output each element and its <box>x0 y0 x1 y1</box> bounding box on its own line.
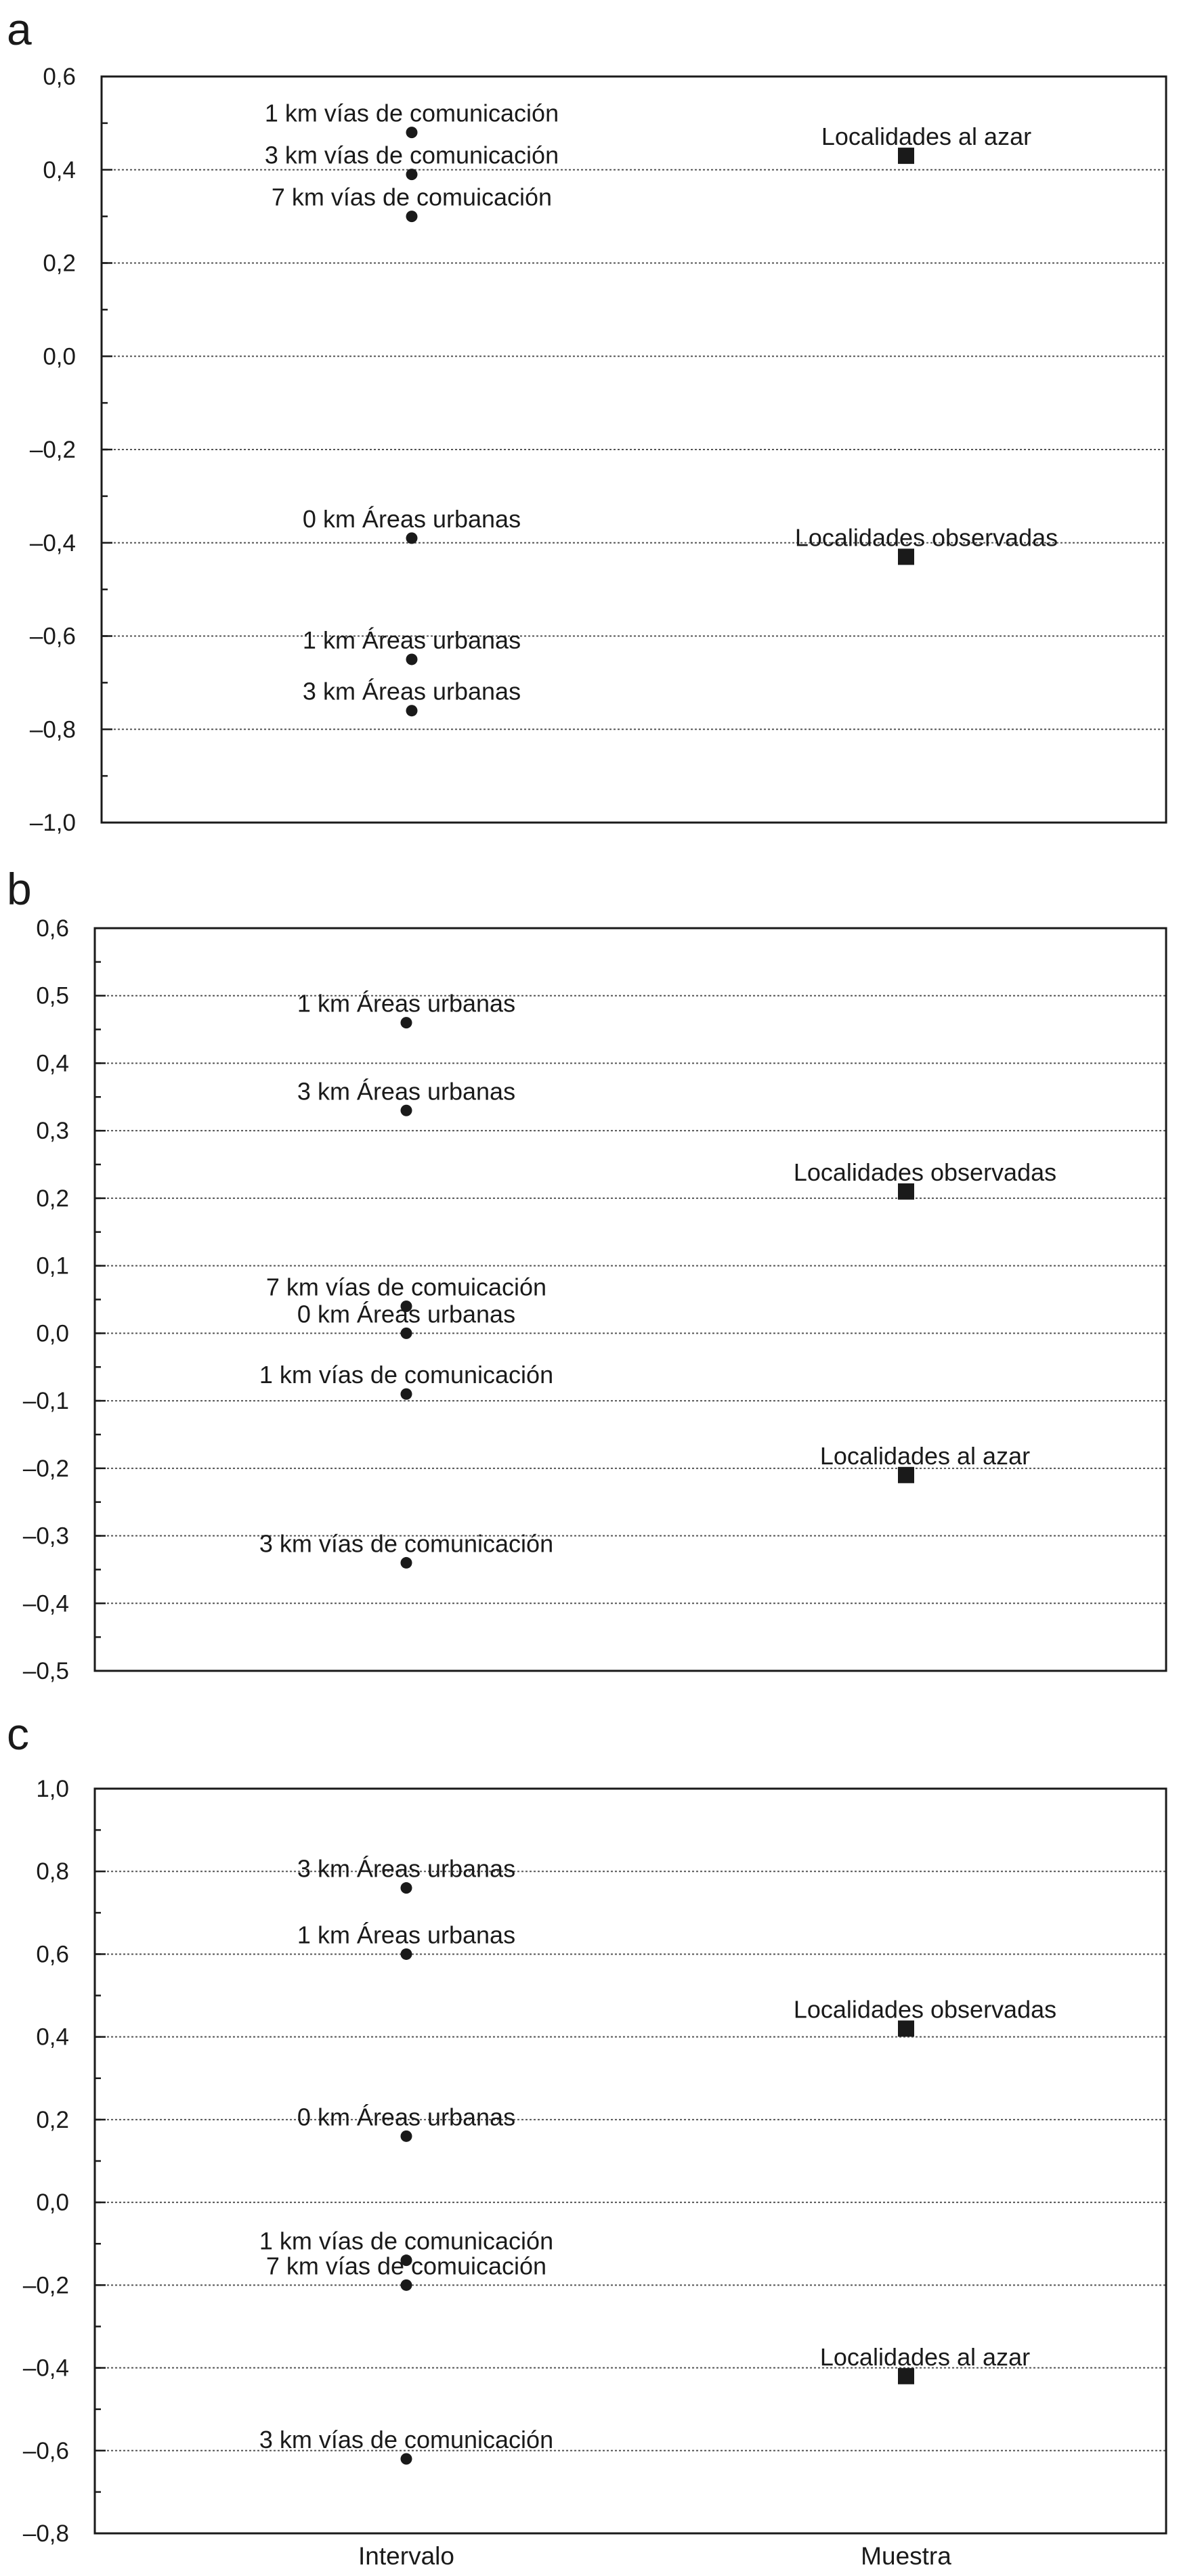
point-label: 3 km Áreas urbanas <box>302 677 521 705</box>
y-tick-label: 0,0 <box>43 343 76 370</box>
y-tick-label: 0,4 <box>36 2024 69 2051</box>
y-tick-label: 0,6 <box>36 1941 69 1968</box>
point-label: 0 km Áreas urbanas <box>297 2103 516 2131</box>
y-tick-label: –0,2 <box>29 437 76 463</box>
point-label: 1 km Áreas urbanas <box>297 989 516 1018</box>
point-label: 7 km vías de comuicación <box>265 2252 547 2280</box>
y-tick-label: –0,8 <box>22 2520 69 2547</box>
point-label: 0 km Áreas urbanas <box>297 1300 516 1328</box>
circle-marker <box>401 2279 412 2291</box>
y-tick-label: –0,2 <box>22 2272 69 2299</box>
y-tick-label: –0,3 <box>22 1523 69 1550</box>
y-tick-label: 0,0 <box>36 1320 69 1347</box>
point-label: 1 km Áreas urbanas <box>297 1921 516 1949</box>
panel-letter-b: b <box>7 864 32 914</box>
point-label: 7 km vías de comuicación <box>265 1273 547 1301</box>
point-label: Localidades al azar <box>821 123 1032 151</box>
y-tick-label: 0,0 <box>36 2189 69 2217</box>
point-label: Localidades al azar <box>819 2342 1031 2371</box>
y-tick-label: –0,4 <box>22 2355 69 2382</box>
panel-b <box>7 864 1166 1684</box>
y-tick-label: –0,6 <box>22 2437 69 2464</box>
y-tick-label: –0,5 <box>22 1658 69 1684</box>
circle-marker <box>401 1105 412 1116</box>
y-tick-label: 0,2 <box>36 1185 69 1212</box>
circle-marker <box>401 1948 412 1960</box>
circle-marker <box>401 1882 412 1894</box>
x-category-label: Intervalo <box>358 2542 454 2570</box>
y-tick-label: 0,1 <box>36 1252 69 1280</box>
circle-marker <box>401 2131 412 2142</box>
circle-marker <box>406 532 418 544</box>
y-tick-label: –0,6 <box>29 623 76 650</box>
y-tick-label: 1,0 <box>36 1776 69 1802</box>
point-label: 3 km vías de comunicación <box>259 2426 554 2453</box>
circle-marker <box>401 1017 412 1028</box>
y-tick-label: 0,4 <box>43 156 76 183</box>
panel-c <box>7 1709 1166 2570</box>
y-tick-label: –0,2 <box>22 1455 69 1482</box>
circle-marker <box>401 1389 412 1400</box>
circle-marker <box>401 2453 412 2465</box>
circle-marker <box>406 211 418 222</box>
panel-letter-a: a <box>7 4 32 54</box>
point-label: 1 km vías de comunicación <box>259 1361 554 1389</box>
circle-marker <box>406 653 418 665</box>
panel-a <box>7 4 1166 836</box>
point-label: Localidades observadas <box>793 1995 1057 2024</box>
panel-a-chart <box>30 64 1166 836</box>
y-tick-label: 0,6 <box>43 64 76 90</box>
y-tick-label: 0,2 <box>36 2106 69 2133</box>
point-label: Localidades al azar <box>819 1441 1031 1470</box>
point-label: 3 km vías de comunicación <box>259 1529 554 1558</box>
point-label: 7 km vías de comuicación <box>271 183 553 211</box>
x-category-label: Muestra <box>861 2542 951 2570</box>
circle-marker <box>406 169 418 180</box>
point-label: 0 km Áreas urbanas <box>302 504 521 533</box>
y-tick-label: –0,1 <box>22 1388 69 1415</box>
circle-marker <box>406 705 418 716</box>
y-tick-label: 0,3 <box>36 1118 69 1145</box>
point-label: 1 km vías de comunicación <box>264 99 559 127</box>
point-label: 3 km Áreas urbanas <box>297 1854 516 1883</box>
y-tick-label: –0,4 <box>29 529 76 556</box>
y-tick-label: 0,6 <box>36 915 69 942</box>
point-label: Localidades observadas <box>793 1158 1057 1186</box>
y-tick-label: –0,8 <box>29 716 76 743</box>
y-tick-label: –1,0 <box>29 810 76 836</box>
point-label: 1 km vías de comunicación <box>259 2227 554 2255</box>
plot-frame <box>95 1789 1166 2533</box>
panel-letter-c: c <box>7 1709 29 1759</box>
panel-b-chart <box>23 915 1166 1684</box>
point-label: Localidades observadas <box>794 523 1058 552</box>
point-label: 3 km Áreas urbanas <box>297 1077 516 1106</box>
circle-marker <box>401 1557 412 1569</box>
panel-c-chart <box>23 1776 1166 2570</box>
point-label: 3 km vías de comunicación <box>264 141 559 169</box>
point-label: 1 km Áreas urbanas <box>302 626 521 654</box>
y-tick-label: 0,4 <box>36 1050 69 1077</box>
plot-frame <box>95 928 1166 1671</box>
y-tick-label: 0,8 <box>36 1858 69 1885</box>
circle-marker <box>401 1328 412 1339</box>
y-tick-label: –0,4 <box>22 1590 69 1617</box>
y-tick-label: 0,2 <box>43 250 76 277</box>
circle-marker <box>406 127 418 138</box>
y-tick-label: 0,5 <box>36 982 69 1009</box>
